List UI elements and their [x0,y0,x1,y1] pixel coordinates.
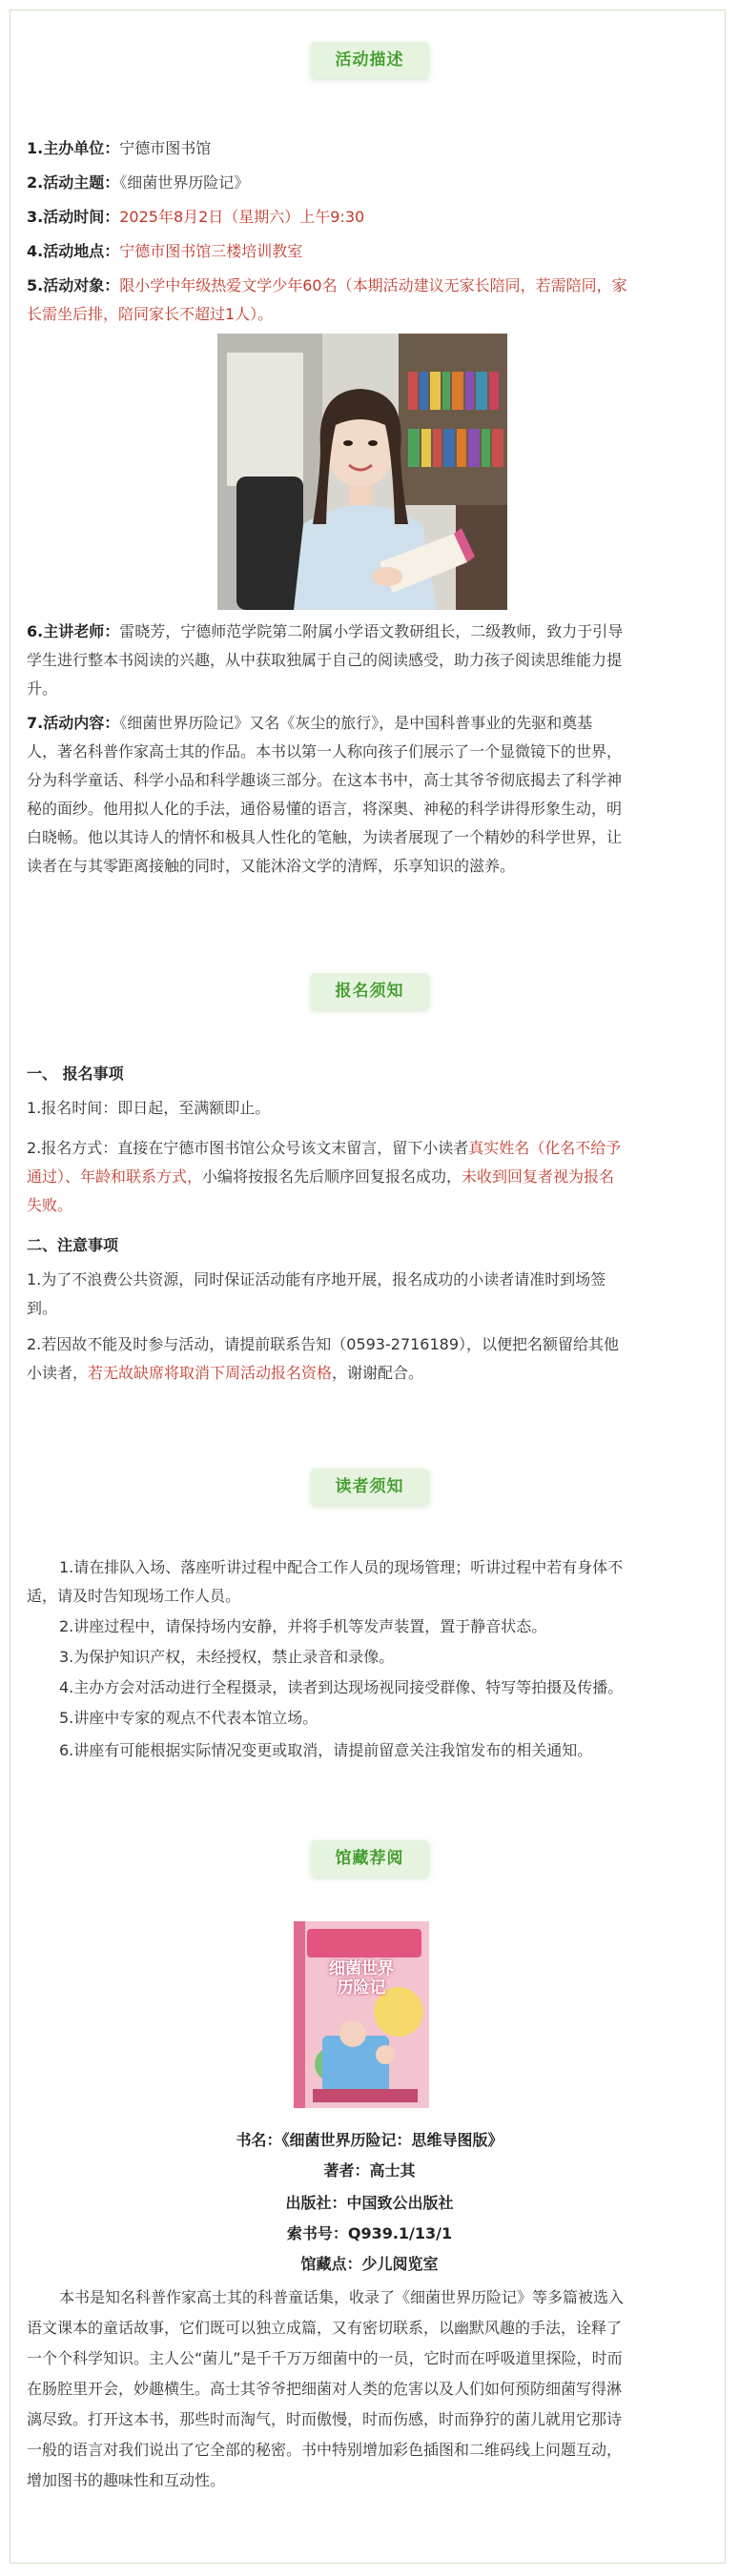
activity-organizer: 1.主办单位：宁德市图书馆 [27,139,212,157]
reader-rule-3: 3.为保护知识产权，未经授权，禁止录音和录像。 [59,1648,395,1666]
reader-rule-4: 4.主办方会对活动进行全程摄录，读者到达现场视同接受群像、特写等拍摄及传播。 [59,1678,624,1696]
book-cover-illustration [294,1921,429,2108]
section-title: 报名须知 [335,982,404,1001]
activity-content-line5: 白晓畅。他以其诗人的情怀和极具人性化的笔触，为读者展现了一个精妙的科学世界，让 [27,828,623,846]
notice-1: 1.为了不浪费公共资源，同时保证活动能有序地开展，报名成功的小读者请准时到场签 [27,1270,606,1288]
notice-2: 2.若因故不能及时参与活动，请提前联系告知（0593-2716189），以便把名额留给其他 [27,1335,620,1353]
section-pill [311,973,429,1009]
notice-2-line2: 小读者，若无故缺席将取消下周活动报名资格，谢谢配合。 [27,1364,424,1382]
activity-target-cont: 长需坐后排，陪同家长不超过1人）。 [27,305,274,323]
notice-1-line2: 到。 [27,1299,58,1317]
section-title: 读者须知 [335,1477,404,1496]
section-pill [311,1840,429,1876]
section-pill [311,1469,429,1505]
book-publisher: 出版社：中国致公出版社 [285,2194,454,2212]
signup-heading-2: 二、注意事项 [27,1236,119,1254]
activity-content-line2: 人，著名科普作家高士其的作品。本书以第一人称向孩子们展示了一个显微镜下的世界， [27,742,623,761]
reader-rule-1-line2: 适，请及时告知现场工作人员。 [27,1587,241,1605]
section-header-collection [0,1827,739,1884]
book-desc-line3: 一个个科学知识。主人公“菌儿”是千千万万细菌中的一员，它时而在呼吸道里探险，时而 [27,2349,623,2367]
book-location: 馆藏点：少儿阅览室 [300,2255,439,2273]
reader-rule-5: 5.讲座中专家的观点不代表本馆立场。 [59,1709,318,1727]
book-author: 著者：高士其 [323,2161,416,2180]
section-title: 活动描述 [335,51,404,70]
activity-time: 3.活动时间：2025年8月2日（星期六）上午9:30 [27,208,365,226]
signup-heading-1: 一、 报名事项 [27,1065,124,1083]
reader-rule-2: 2.讲座过程中，请保持场内安静，并将手机等发声装置，置于静音状态。 [59,1617,547,1635]
activity-target: 5.活动对象：限小学中年级热爱文学少年60名（本期活动建议无家长陪同，若需陪同，家 [27,276,627,294]
activity-theme: 2.活动主题：《细菌世界历险记》 [27,173,250,192]
reader-rule-6: 6.讲座有可能根据实际情况变更或取消，请提前留意关注我馆发布的相关通知。 [59,1741,593,1759]
book-desc-line4: 在肠腔里开会，妙趣横生。高士其爷爷把细菌对人类的危害以及人们如何预防细菌写得淋 [27,2380,623,2398]
section-header-signup [0,960,739,1017]
section-header-activity [0,29,739,86]
speaker-desc-line2: 学生进行整本书阅读的兴趣，从中获取独属于自己的阅读感受，助力孩子阅读思维能力提 [27,651,623,669]
section-pill [311,42,429,78]
speaker-photo [217,334,507,610]
book-desc-line2: 语文课本的童话故事，它们既可以独立成篇，又有密切联系，以幽默风趣的手法，诠释了 [27,2319,623,2337]
activity-place: 4.活动地点：宁德市图书馆三楼培训教室 [27,242,303,260]
speaker-desc-line3: 升。 [27,679,58,698]
activity-content: 7.活动内容：《细菌世界历险记》又名《灰尘的旅行》，是中国科普事业的先驱和奠基 [27,714,593,732]
signup-time: 1.报名时间：即日起，至满额即止。 [27,1099,271,1117]
activity-content-line6: 读者在与其零距离接触的同时，又能沐浴文学的清辉，乐享知识的滋养。 [27,857,516,875]
signup-method-line3: 失败。 [27,1196,73,1214]
speaker-photo-illustration [217,334,507,610]
book-desc-line6: 一般的语言对我们说出了它全部的秘密。书中特别增加彩色插图和二维码线上问题互动， [27,2441,623,2459]
book-name: 书名：《细菌世界历险记：思维导图版》 [236,2131,503,2149]
section-title: 馆藏荐阅 [335,1849,404,1868]
book-desc-line5: 漓尽致。打开这本书，那些时而淘气，时而傲慢，时而伤感，时而狰狞的菌儿就用它那诗 [27,2410,623,2428]
section-header-reader [0,1455,739,1512]
book-call-number: 索书号：Q939.1/13/1 [286,2224,453,2242]
reader-rule-1: 1.请在排队入场、落座听讲过程中配合工作人员的现场管理；听讲过程中若有身体不 [59,1558,624,1576]
book-desc-line7: 增加图书的趣味性和互动性。 [27,2471,226,2489]
activity-content-line3: 分为科学童话、科学小品和科学趣谈三部分。在这本书中，高士其爷爷彻底揭去了科学神 [27,771,623,789]
book-cover [294,1921,429,2108]
book-desc: 本书是知名科普作家高士其的科普童话集，收录了《细菌世界历险记》等多篇被选入 [59,2288,625,2306]
book-cover-title: 细菌世界 历险记 [329,1959,394,1998]
activity-content-line4: 秘的面纱。他用拟人化的手法，通俗易懂的语言，将深奥、神秘的科学讲得形象生动，明 [27,800,623,818]
signup-method: 2.报名方式：直接在宁德市图书馆公众号该文末留言，留下小读者真实姓名（化名不给予 [27,1139,622,1157]
signup-method-line2: 通过）、年龄和联系方式，小编将按报名先后顺序回复报名成功，未收到回复者视为报名 [27,1167,615,1186]
speaker-desc: 6.主讲老师：雷晓芳，宁德师范学院第二附属小学语文教研组长，二级教师，致力于引导 [27,622,624,640]
